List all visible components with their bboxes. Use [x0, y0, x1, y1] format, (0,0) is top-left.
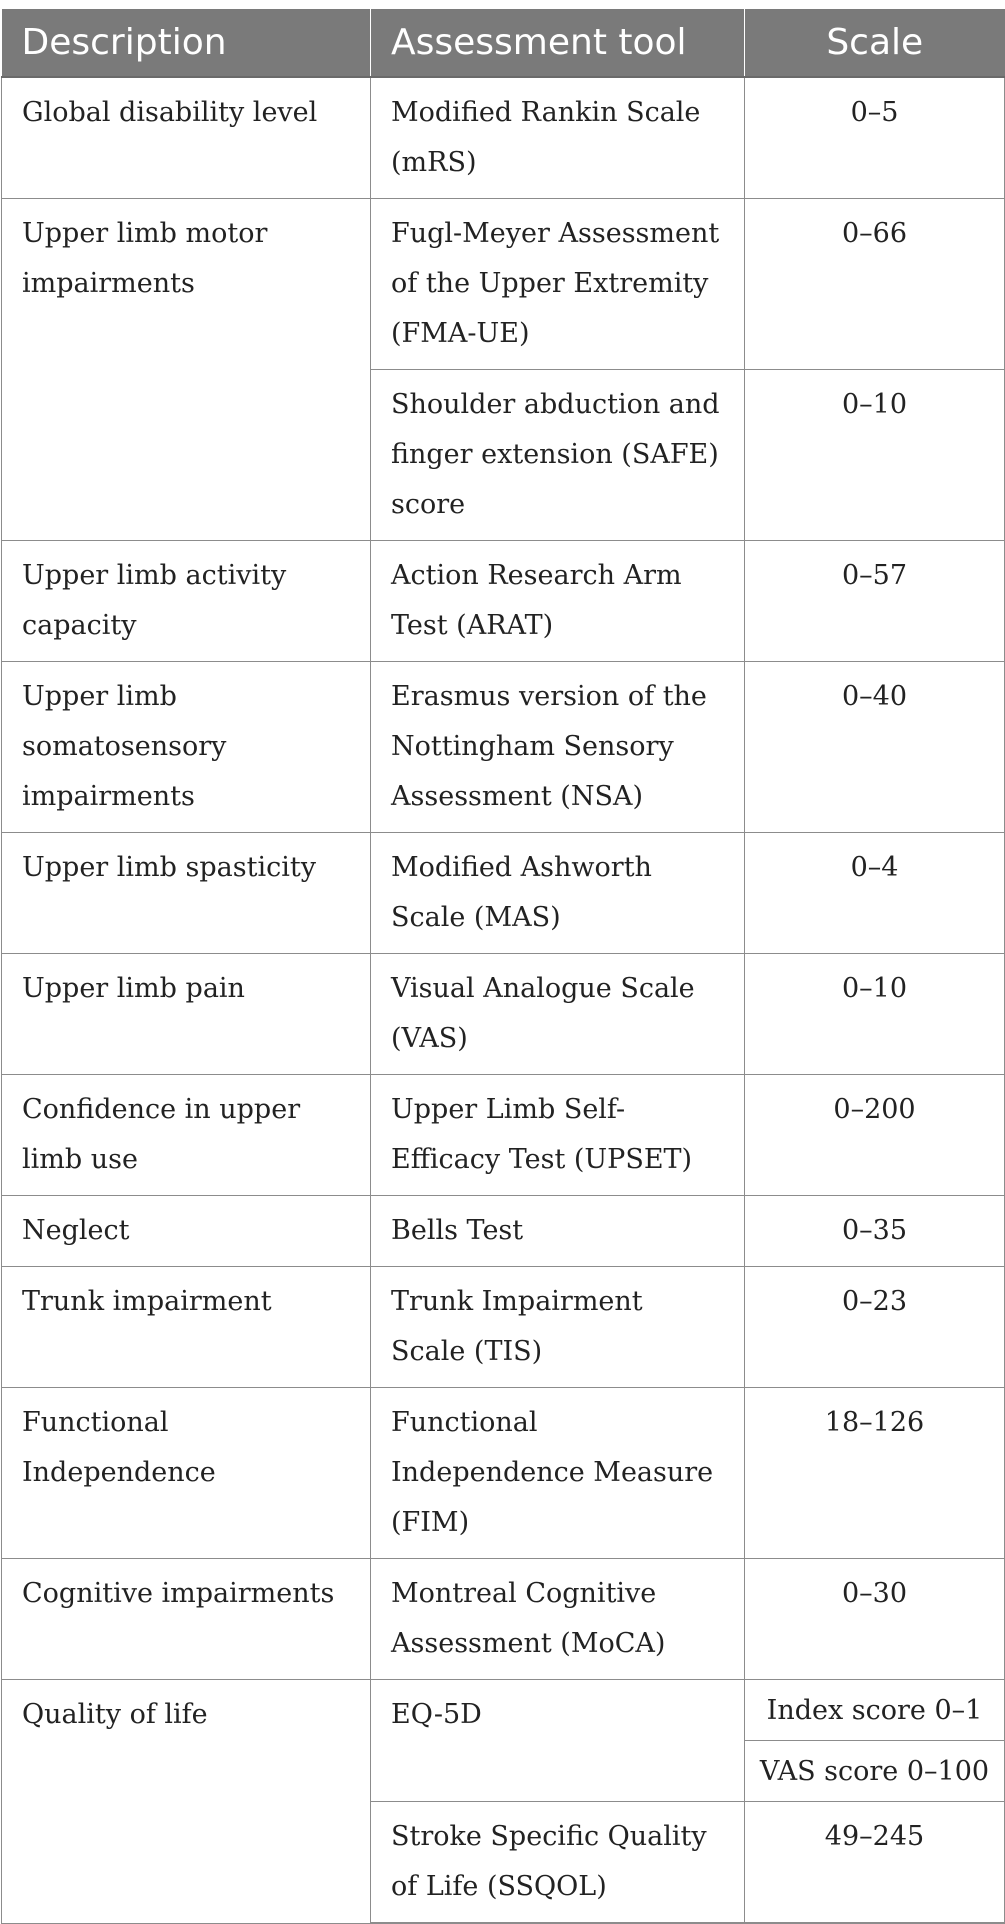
scale-cell: 0–5 [745, 77, 1005, 199]
description-cell: Neglect [2, 1196, 371, 1267]
description-cell: Upper limb motor impairments [2, 199, 371, 541]
scale-cell: 0–40 [745, 662, 1005, 833]
table-row [2, 1196, 1005, 1267]
tool-cell: Stroke Specific Quality of Life (SSQOL) [371, 1802, 745, 1924]
table-row [2, 833, 1005, 954]
description-cell: Trunk impairment [2, 1267, 371, 1388]
description-cell: Global disability level [2, 77, 371, 199]
tool-cell: Bells Test [371, 1196, 745, 1267]
table-row [2, 1680, 1005, 1741]
tool-cell: Fugl-Meyer Assessment of the Upper Extremity (FMA-UE) [371, 199, 745, 370]
description-cell: Upper limb spasticity [2, 833, 371, 954]
tool-cell: Montreal Cognitive Assessment (MoCA) [371, 1559, 745, 1680]
table-row [2, 1075, 1005, 1196]
table-row [2, 1388, 1005, 1559]
tool-cell: Upper Limb Self-Efficacy Test (UPSET) [371, 1075, 745, 1196]
table-row [2, 77, 1005, 199]
tool-cell: Functional Independence Measure (FIM) [371, 1388, 745, 1559]
description-cell: Confidence in upper limb use [2, 1075, 371, 1196]
description-cell: Cognitive impairments [2, 1559, 371, 1680]
description-cell: Upper limb somatosensory impairments [2, 662, 371, 833]
table-row [2, 662, 1005, 833]
scale-cell: VAS score 0–100 [745, 1741, 1005, 1802]
scale-cell: Index score 0–1 [745, 1680, 1005, 1741]
description-cell: Upper limb pain [2, 954, 371, 1075]
tool-cell: Modified Rankin Scale (mRS) [371, 77, 745, 199]
scale-cell: 0–10 [745, 370, 1005, 541]
description-cell: Quality of life [2, 1680, 371, 1924]
tool-cell: Trunk Impairment Scale (TIS) [371, 1267, 745, 1388]
header-scale: Scale [745, 9, 1005, 77]
table-row [2, 954, 1005, 1075]
tool-cell: Shoulder abduction and finger extension (SAFE) score [371, 370, 745, 541]
scale-cell: 0–200 [745, 1075, 1005, 1196]
scale-cell: 18–126 [745, 1388, 1005, 1559]
scale-cell: 0–35 [745, 1196, 1005, 1267]
tool-cell: Action Research Arm Test (ARAT) [371, 541, 745, 662]
tool-cell: EQ-5D [371, 1680, 745, 1802]
scale-cell: 0–10 [745, 954, 1005, 1075]
table-row [2, 1559, 1005, 1680]
header-row [2, 9, 1005, 77]
header-assessment-tool: Assessment tool [371, 9, 745, 77]
description-cell: Upper limb activity capacity [2, 541, 371, 662]
tool-cell: Visual Analogue Scale (VAS) [371, 954, 745, 1075]
assessment-table [1, 9, 1005, 1924]
scale-cell: 0–66 [745, 199, 1005, 370]
scale-cell: 0–57 [745, 541, 1005, 662]
table-row [2, 541, 1005, 662]
table-row [2, 199, 1005, 370]
scale-cell: 49–245 [745, 1802, 1005, 1924]
scale-cell: 0–4 [745, 833, 1005, 954]
tool-cell: Modified Ashworth Scale (MAS) [371, 833, 745, 954]
description-cell: Functional Independence [2, 1388, 371, 1559]
header-description: Description [2, 9, 371, 77]
tool-cell: Erasmus version of the Nottingham Sensory Assessment (NSA) [371, 662, 745, 833]
scale-cell: 0–23 [745, 1267, 1005, 1388]
scale-cell: 0–30 [745, 1559, 1005, 1680]
table-row [2, 1267, 1005, 1388]
